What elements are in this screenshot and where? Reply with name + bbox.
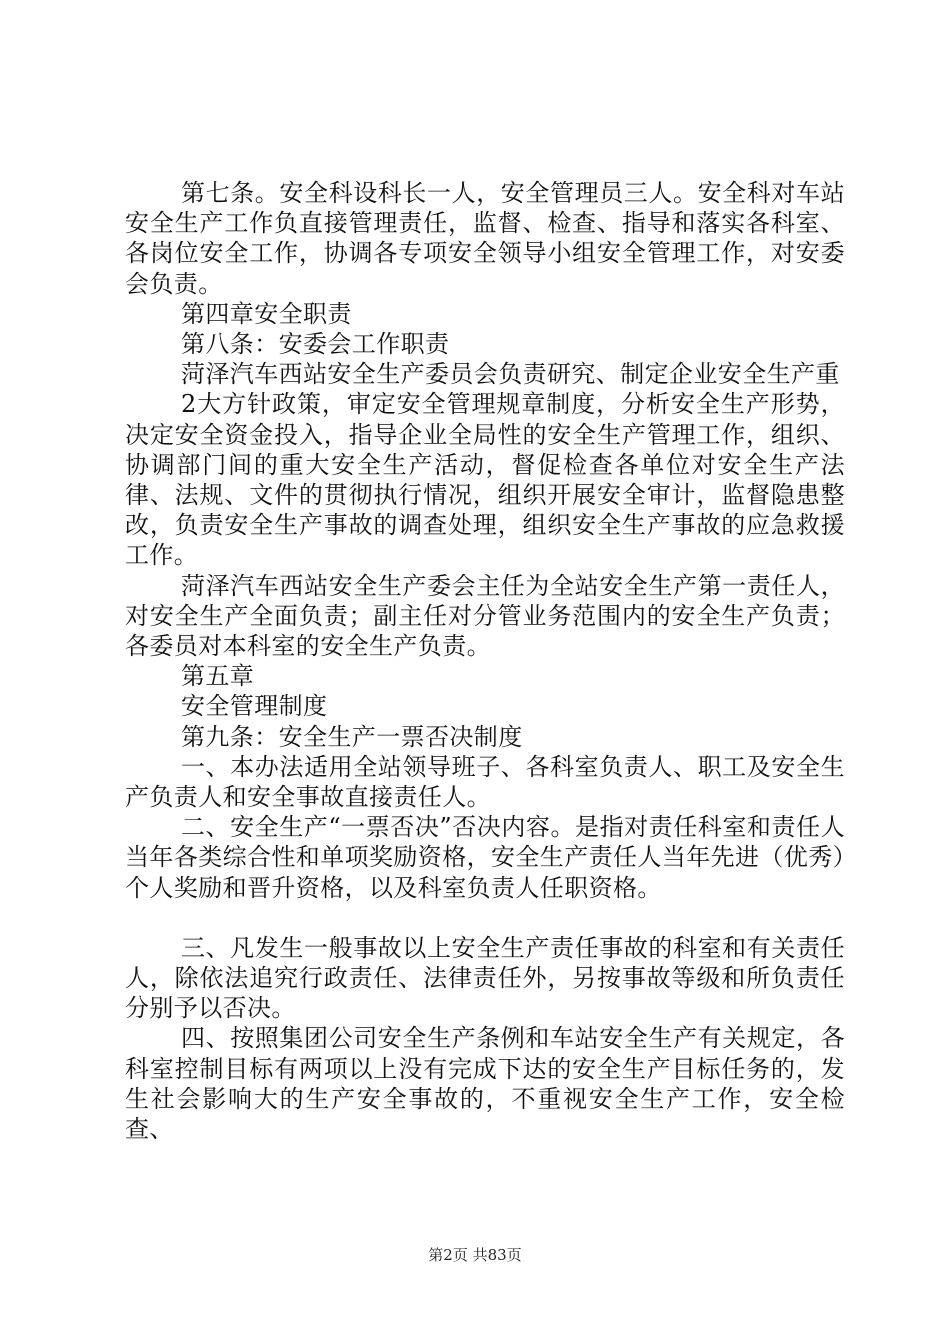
document-body bbox=[125, 178, 845, 1144]
heading-chapter-4: 第四章安全职责 bbox=[181, 299, 352, 328]
paragraph-committee-duty-intro: 菏泽汽车西站安全生产委员会负责研究、制定企业安全生产重 bbox=[181, 360, 840, 389]
heading-article-8: 第八条：安委会工作职责 bbox=[181, 330, 450, 359]
paragraph-item-4: 四、按照集团公司安全生产条例和车站安全生产有关规定，各科室控制目标有两项以上没有完成下达的安全生产目标任务的，发生社会影响大的生产安全事故的，不重视安全生产工作，安全检查、 bbox=[125, 1024, 845, 1144]
page-number-label: 第2页 共83页 bbox=[428, 1246, 522, 1264]
paragraph-item-3: 三、凡发生一般事故以上安全生产责任事故的科室和有关责任人，除依法追究行政责任、法律责任外，另按事故等级和所负责任分别予以否决。 bbox=[125, 933, 845, 1023]
paragraph-item-1: 一、本办法适用全站领导班子、各科室负责人、职工及安全生产负责人和安全事故直接责任人。 bbox=[125, 752, 845, 812]
paragraph-article-7: 第七条。安全科设科长一人，安全管理员三人。安全科对车站安全生产工作负直接管理责任，监督、检查、指导和落实各科室、各岗位安全工作，协调各专项安全领导小组安全管理工作，对安委会负责。 bbox=[125, 179, 845, 298]
paragraph-item-2: 二、安全生产“一票否决”否决内容。是指对责任科室和责任人当年各类综合性和单项奖励资格，安全生产责任人当年先进（优秀）个人奖励和晋升资格，以及科室负责人任职资格。 bbox=[125, 813, 845, 902]
heading-article-9: 第九条：安全生产一票否决制度 bbox=[181, 722, 523, 751]
paragraph-committee-duties: 2大方针政策，审定安全管理规章制度，分析安全生产形势，决定安全资金投入，指导企业全局性的安全生产管理工作，组织、协调部门间的重大安全生产活动，督促检查各单位对安全生产法律、法规、文件的贯彻执行情况，组织开展安全审计，监督隐患整改，负责安全生产事故的调查处理，组织安全生产事故的应急救援工作。 bbox=[125, 390, 845, 570]
page-footer bbox=[0, 1245, 950, 1265]
paragraph-committee-director: 菏泽汽车西站安全生产委会主任为全站安全生产第一责任人，对安全生产全面负责；副主任对分管业务范围内的安全生产负责；各委员对本科室的安全生产负责。 bbox=[125, 571, 845, 661]
heading-chapter-5: 第五章 bbox=[181, 662, 255, 691]
heading-chapter-5-title: 安全管理制度 bbox=[181, 692, 328, 721]
